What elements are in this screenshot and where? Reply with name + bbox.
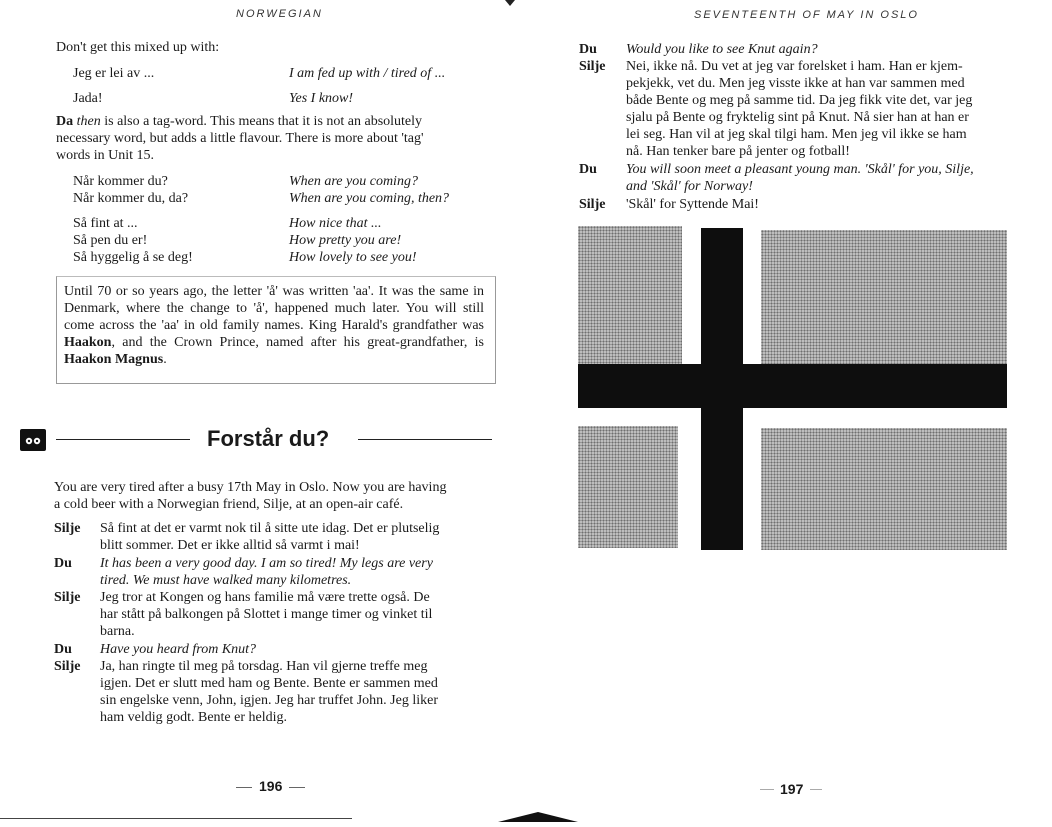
dialogue-3 — [100, 589, 492, 640]
note-name-1: Haakon — [64, 335, 112, 350]
dialogue-3-line-2: har stått på balkongen på Slottet i mange timer og vinket til — [100, 607, 433, 622]
da-line-1: is also a tag-word. This means that it is not an absolutely — [100, 114, 423, 129]
example-no-1: Når kommer du? — [73, 174, 168, 189]
flag-cross-horizontal — [578, 364, 1007, 408]
example-no-3: Så fint at ... — [73, 216, 138, 231]
example-no-4: Så pen du er! — [73, 233, 148, 248]
dialogue-1 — [100, 520, 492, 554]
dialogue-5-line-1: Ja, han ringte til meg på torsdag. Han vil gjerne treffe meg — [100, 659, 428, 674]
speaker-silje-1: Silje — [54, 521, 81, 536]
bottom-rule-left — [0, 818, 352, 819]
dialogue-3-line-3: barna. — [100, 624, 135, 639]
dialogue-7-line-5: lei seg. Han vil at jeg skal tilgi ham. Men jeg vil ikke se ham — [626, 127, 967, 142]
flag-field-top-left — [578, 226, 682, 364]
dialogue-2-line-1: It has been a very good day. I am so tired! My legs are very — [100, 556, 433, 571]
dialogue-4-line-1: Have you heard from Knut? — [100, 642, 257, 657]
dialogue-8 — [626, 161, 1018, 195]
dialogue-1-line-1: Så fint at det er varmt nok til å sitte ute idag. Det er plutselig — [100, 521, 440, 536]
dialogue-5-line-4: ham veldig godt. Bente er heldig. — [100, 710, 288, 725]
mixup-en-2: Yes I know! — [289, 91, 354, 106]
speaker-silje-3: Silje — [54, 659, 81, 674]
dialogue-7-line-3: både Bente og meg på samme tid. Da jeg fikk vite det, var jeg — [626, 93, 973, 108]
example-no-2: Når kommer du, da? — [73, 191, 189, 206]
example-en-5: How lovely to see you! — [289, 250, 417, 265]
note-text — [64, 283, 484, 368]
speaker-du-4: Du — [579, 162, 597, 177]
speaker-silje-4: Silje — [579, 59, 606, 74]
running-head-left: NORWEGIAN — [236, 8, 323, 20]
da-line-3: words in Unit 15. — [56, 148, 154, 163]
norwegian-flag — [578, 226, 1010, 552]
scene-line-1: You are very tired after a busy 17th May in Oslo. Now you are having — [54, 480, 447, 495]
dialogue-5-line-2: igjen. Det er slutt med ham og Bente. Bente er sammen med — [100, 676, 438, 691]
dialogue-7 — [626, 58, 1018, 160]
crop-mark-top — [505, 0, 515, 6]
flag-field-bottom-left — [578, 426, 678, 548]
dialogue-3-line-1: Jeg tror at Kongen og hans familie må være trette også. De — [100, 590, 430, 605]
flag-field-bottom-right — [761, 428, 1007, 550]
da-paragraph — [56, 113, 496, 164]
dialogue-2 — [100, 555, 492, 589]
note-text-3: . — [163, 352, 167, 367]
dialogue-5 — [100, 658, 492, 726]
note-name-2: Haakon Magnus — [64, 352, 164, 367]
example-en-3: How nice that ... — [289, 216, 382, 231]
note-text-2: , and the Crown Prince, named after his great-grandfather, is — [111, 335, 484, 350]
speaker-du-1: Du — [54, 556, 72, 571]
scene-line-2: a cold beer with a Norwegian friend, Silje, at an open-air café. — [54, 497, 404, 512]
page-number-left: 196 — [259, 778, 283, 794]
dialogue-6-line-1: Would you like to see Knut again? — [626, 42, 818, 57]
crop-mark-bottom — [498, 808, 578, 822]
dialogue-7-line-1: Nei, ikke nå. Du vet at jeg var forelsket i ham. Han er kjem- — [626, 59, 963, 74]
pagenum-dash-right-a — [760, 789, 774, 790]
scene-text — [54, 479, 494, 513]
dialogue-1-line-2: blitt sommer. Det er ikke alltid så varmt i mai! — [100, 538, 360, 553]
speaker-silje-5: Silje — [579, 197, 606, 212]
intro-text: Don't get this mixed up with: — [56, 40, 220, 55]
dialogue-7-line-4: sjalu på Bente og fryktelig sint på Knut. Nå sier han at han er — [626, 110, 969, 125]
example-no-5: Så hyggelig å se deg! — [73, 250, 193, 265]
example-en-2: When are you coming, then? — [289, 191, 450, 206]
speaker-du-2: Du — [54, 642, 72, 657]
pagenum-dash-right-b — [810, 789, 822, 790]
da-line-2: necessary word, but adds a little flavour. There is more about 'tag' — [56, 131, 424, 146]
dialogue-7-line-2: pekjekk, vet du. Men jeg visste ikke at han var sammen med — [626, 76, 965, 91]
pagenum-dash-left-b — [289, 787, 305, 788]
dialogue-9-line-1: 'Skål' for Syttende Mai! — [626, 197, 759, 212]
dialogue-2-line-2: tired. We must have walked many kilometres. — [100, 573, 352, 588]
audio-cassette-icon — [20, 429, 46, 451]
example-en-1: When are you coming? — [289, 174, 418, 189]
section-title: Forstår du? — [207, 426, 330, 451]
mixup-no-1: Jeg er lei av ... — [73, 66, 155, 81]
dialogue-6 — [626, 41, 1018, 58]
dialogue-9 — [626, 196, 1018, 213]
da-gloss: then — [76, 114, 101, 129]
dialogue-8-line-1: You will soon meet a pleasant young man. 'Skål' for you, Silje, — [626, 162, 974, 177]
speaker-du-3: Du — [579, 42, 597, 57]
note-text-1: Until 70 or so years ago, the letter 'å' was written 'aa'. It was the same in Denmark, where the change to 'å', happened much later. You will still come across the 'aa' in old family names. King Harald's grandfather was — [64, 284, 484, 333]
dialogue-4 — [100, 641, 492, 658]
section-rule-right — [358, 439, 492, 440]
da-word: Da — [56, 114, 74, 129]
example-en-4: How pretty you are! — [289, 233, 402, 248]
speaker-silje-2: Silje — [54, 590, 81, 605]
page-number-right: 197 — [780, 781, 804, 797]
running-head-right: SEVENTEENTH OF MAY IN OSLO — [694, 9, 919, 21]
mixup-no-2: Jada! — [73, 91, 103, 106]
dialogue-7-line-6: nå. Han tenker bare på jenter og fotball! — [626, 144, 850, 159]
flag-field-top-right — [761, 230, 1007, 364]
section-rule-left — [56, 439, 190, 440]
dialogue-8-line-2: and 'Skål' for Norway! — [626, 179, 753, 194]
mixup-en-1: I am fed up with / tired of ... — [289, 66, 446, 81]
dialogue-5-line-3: sin engelske venn, John, igjen. Jeg har truffet John. Jeg liker — [100, 693, 439, 708]
pagenum-dash-left-a — [236, 787, 252, 788]
